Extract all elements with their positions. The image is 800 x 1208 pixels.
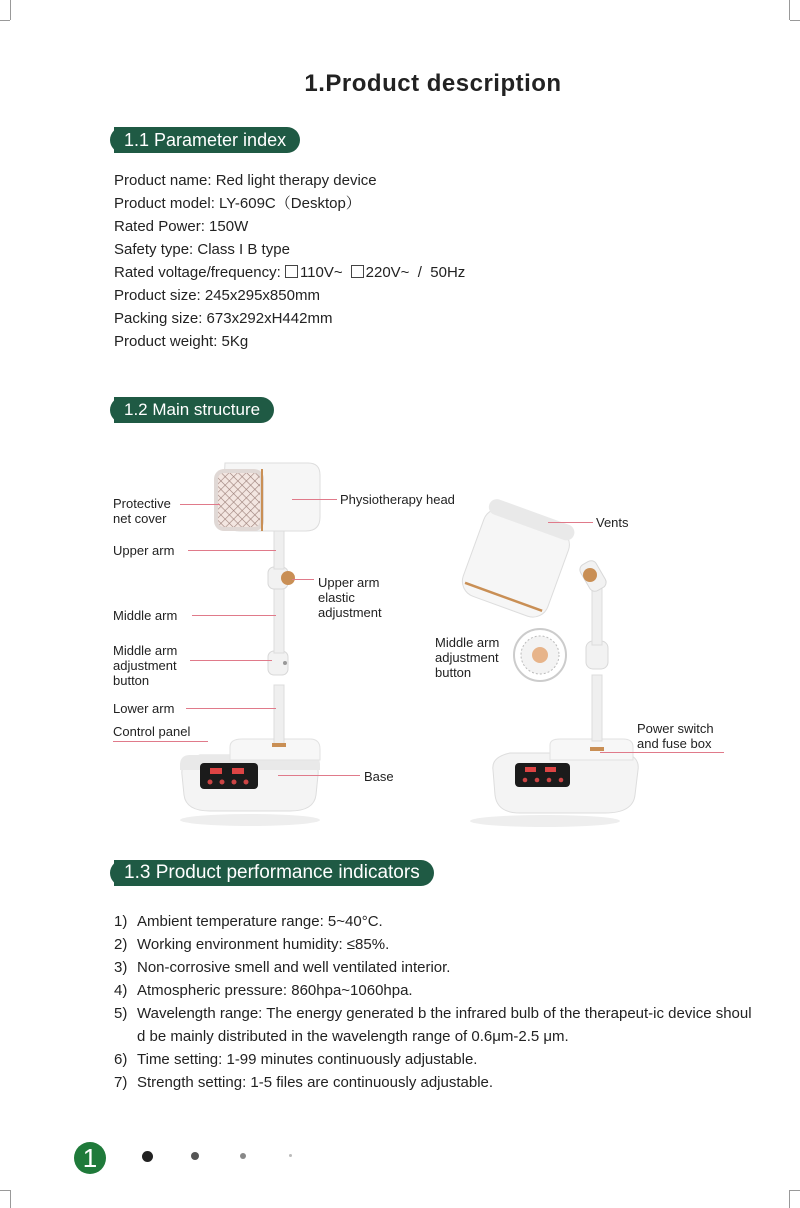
list-item: 2) Working environment humidity: ≤85%. (114, 936, 390, 953)
page-number-badge: 1 (74, 1142, 106, 1174)
label-power-switch-fuse-box: Power switch and fuse box (637, 721, 714, 751)
crop-mark (790, 20, 800, 21)
checkbox-220v[interactable] (351, 265, 364, 278)
page-dot (289, 1154, 292, 1157)
page-dot (240, 1153, 246, 1159)
parameter-row: Product weight: 5Kg (114, 333, 249, 350)
crop-mark (789, 1190, 790, 1208)
label-base: Base (364, 769, 394, 784)
device-front-illustration (170, 455, 340, 830)
leader-line (190, 660, 272, 661)
label-middle-arm-adjustment-button-left: Middle arm adjustment button (113, 643, 178, 688)
list-item: 6) Time setting: 1-99 minutes continuously adjustable. (114, 1051, 478, 1068)
page-dot (191, 1152, 199, 1160)
parameter-row-voltage (114, 261, 465, 284)
label-control-panel: Control panel (113, 724, 191, 739)
voltage-option-220: 220V~ / 50Hz (365, 264, 466, 281)
parameter-row: Rated Power: 150W (114, 218, 249, 235)
label-upper-arm: Upper arm (113, 543, 175, 558)
label-protective-net-cover: Protective net cover (113, 496, 171, 526)
checkbox-110v[interactable] (285, 265, 298, 278)
section-heading-parameters: 1.1 Parameter index (114, 127, 300, 153)
crop-mark (789, 0, 790, 20)
crop-mark (10, 0, 11, 20)
leader-line (600, 752, 724, 753)
list-item: 5) Wavelength range: The energy generated b the infrared bulb of the therapeut-ic device should be mainly distributed in the wavelength range of 0.6μm-2.5 μm. (114, 1005, 752, 1045)
list-item: 4) Atmospheric pressure: 860hpa~1060hpa. (114, 982, 413, 999)
parameter-row: Safety type: Class I B type (114, 241, 290, 258)
parameter-row: Product name: Red light therapy device (114, 172, 377, 189)
leader-line (292, 499, 337, 500)
voltage-option-110: 110V~ (299, 264, 343, 281)
leader-line (192, 615, 276, 616)
leader-line (292, 579, 314, 580)
leader-line (180, 504, 220, 505)
performance-list (114, 910, 754, 1094)
label-vents: Vents (596, 515, 629, 530)
label-physiotherapy-head: Physiotherapy head (340, 492, 455, 507)
section-heading-structure: 1.2 Main structure (114, 397, 274, 423)
leader-line (548, 522, 593, 523)
leader-line (186, 708, 276, 709)
leader-line (188, 550, 276, 551)
parameter-row: Packing size: 673x292xH442mm (114, 310, 333, 327)
section-heading-performance: 1.3 Product performance indicators (114, 860, 434, 886)
leader-line (113, 741, 208, 742)
crop-mark (10, 1190, 11, 1208)
parameter-list (114, 169, 465, 353)
crop-mark (0, 20, 10, 21)
label-middle-arm-adjustment-button-right: Middle arm adjustment button (435, 635, 500, 680)
parameter-row: Product size: 245x295x850mm (114, 287, 320, 304)
leader-line (278, 775, 360, 776)
list-item: 1) Ambient temperature range: 5~40°C. (114, 913, 383, 930)
crop-mark (0, 1190, 10, 1191)
parameter-row: Product model: LY-609C（Desktop） (114, 195, 361, 212)
list-item: 7) Strength setting: 1-5 files are continuously adjustable. (114, 1074, 494, 1091)
list-item: 3) Non-corrosive smell and well ventilated interior. (114, 959, 451, 976)
page-dot (142, 1151, 153, 1162)
page-title: 1.Product description (304, 70, 562, 97)
label-upper-arm-elastic-adjustment: Upper arm elastic adjustment (318, 575, 382, 620)
label-lower-arm: Lower arm (113, 701, 175, 716)
label-middle-arm: Middle arm (113, 608, 178, 623)
voltage-label: Rated voltage/frequency: (114, 264, 285, 281)
crop-mark (790, 1190, 800, 1191)
